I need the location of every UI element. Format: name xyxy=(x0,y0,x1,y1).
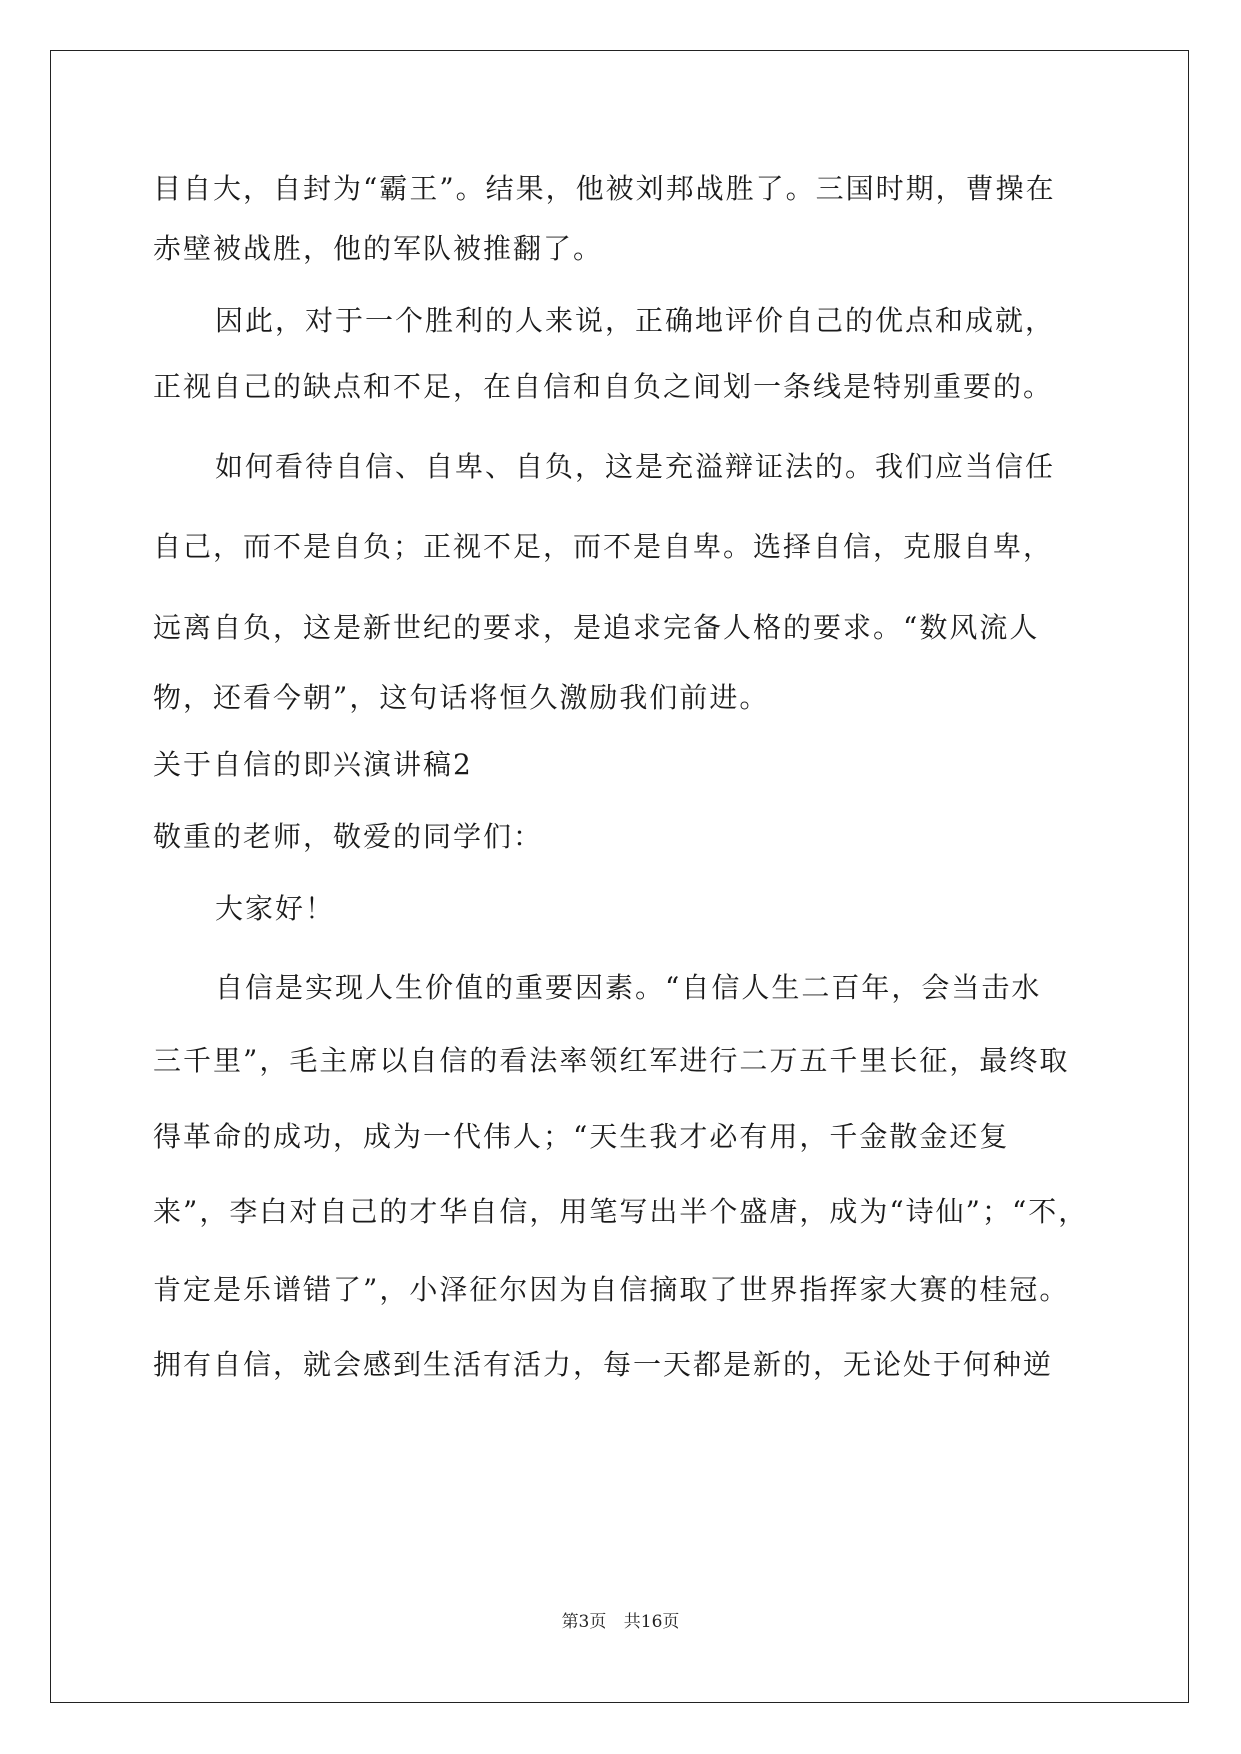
text-line: 肯定是乐谱错了”，小泽征尔因为自信摘取了世界指挥家大赛的桂冠。 xyxy=(153,1273,1070,1306)
section-title: 关于自信的即兴演讲稿2 xyxy=(153,748,473,781)
text-line: 物，还看今朝”，这句话将恒久激励我们前进。 xyxy=(153,681,770,714)
text-line: 三千里”，毛主席以自信的看法率领红军进行二万五千里长征，最终取 xyxy=(153,1044,1070,1077)
text-line: 目自大，自封为“霸王”。结果，他被刘邦战胜了。三国时期，曹操在 xyxy=(153,172,1056,205)
text-line: 因此，对于一个胜利的人来说，正确地评价自己的优点和成就， xyxy=(215,304,1056,337)
page-border xyxy=(50,50,1189,1703)
text-line: 自信是实现人生价值的重要因素。“自信人生二百年，会当击水 xyxy=(215,971,1042,1004)
text-line: 来”，李白对自己的才华自信，用笔写出半个盛唐，成为“诗仙”；“不， xyxy=(153,1195,1089,1228)
salutation: 敬重的老师，敬爱的同学们： xyxy=(153,820,544,853)
text-line: 赤壁被战胜，他的军队被推翻了。 xyxy=(153,232,604,265)
text-line: 正视自己的缺点和不足，在自信和自负之间划一条线是特别重要的。 xyxy=(153,370,1054,403)
text-line: 自己，而不是自负；正视不足，而不是自卑。选择自信，克服自卑， xyxy=(153,530,1054,563)
page-footer xyxy=(0,1612,1241,1632)
page-total: 共16页 xyxy=(623,1612,680,1632)
page-number: 第3页 xyxy=(561,1612,607,1632)
text-line: 如何看待自信、自卑、自负，这是充溢辩证法的。我们应当信任 xyxy=(215,450,1056,483)
text-line: 拥有自信，就会感到生活有活力，每一天都是新的，无论处于何种逆 xyxy=(153,1348,1054,1381)
text-line: 远离自负，这是新世纪的要求，是追求完备人格的要求。“数风流人 xyxy=(153,611,1040,644)
text-line: 得革命的成功，成为一代伟人；“天生我才必有用，千金散金还复 xyxy=(153,1120,1010,1153)
greeting: 大家好！ xyxy=(215,892,336,925)
